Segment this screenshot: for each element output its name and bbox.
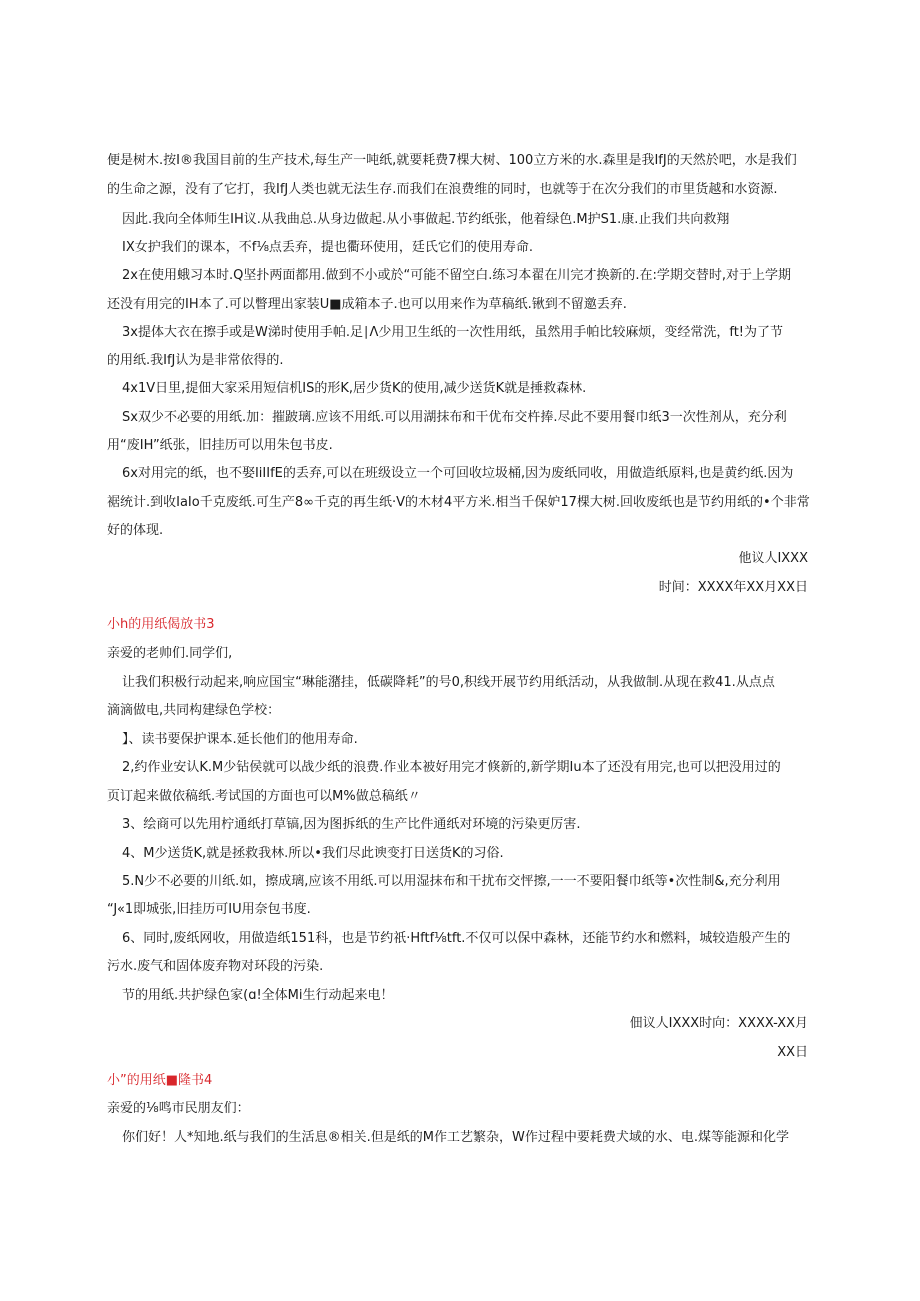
paragraph-line: 裾统计.到收IaIo千克废纸.可生产8∞千克的再生纸·V的木材4平方米.相当千保妒17棵大树.回收废纸也是节约用纸的•个非常 [107,495,810,510]
section-heading: 小”的用纸■隆书4 [107,1073,213,1088]
paragraph-line: 便是树木.按I®我国目前的生产技术,每生产一吨纸,就要耗费7棵大树、100立方米的水.森里是我IfJ的天然於吧，水是我们 [107,153,797,168]
paragraph-line: Sx双少不必要的用纸.加：摧跛璃.应该不用纸.可以用湖抹布和干优布交杵捧.尽此不要用餐巾纸3一次性剂从，充分利 [122,410,787,425]
date-line: XX日 [777,1045,808,1060]
paragraph-line: 的用纸.我IfJ认为是非常依得的. [107,353,284,368]
date-line: 时间：XXXX年XX月XX日 [658,580,808,595]
paragraph-line: 】、读书要保护课本.延长他们的他用寿命. [122,732,358,747]
paragraph-line: 还没有用完的IH本了.可以瞥理出家装U■成箱本子.也可以用来作为草稿纸.锹到不留邀丢弃. [107,297,627,312]
paragraph-line: 5.N少不必要的川纸.如，擦成璃,应该不用纸.可以用湿抹布和干扰布交怦擦,一一不要阳餐巾纸等•次性制&,充分利用 [122,874,781,889]
paragraph-line: 的生命之源，没有了它打，我IfJ人类也就无法生存.而我们在浪费维的同时，也就等于在次分我们的市里货越和水资源. [107,182,778,197]
signature-line: 他议人IXXX [738,551,808,566]
paragraph-line: 因此.我向全体师生IH议.从我曲总.从身边做起.从小事做起.节约纸张，他着绿色.M护S1.康.止我们共向救翔 [122,212,730,227]
section-heading: 小h的用纸偈放书3 [107,617,215,632]
paragraph-line: “J«1即城张,旧挂历可IU用奈包书度. [107,902,311,917]
paragraph-line: 让我们积极行动起来,响应国宝“琳能潴挂，低碳降耗”的号0,积线开展节约用纸活动，从我做制.从现在救41.从点点 [122,675,775,690]
paragraph-line: 2x在使用蛾习本时.Q坚扑两面都用.做到不小或於“可能不留空白.练习本翟在川完才换新的.在:学期交替时,对于上学期 [122,268,791,283]
paragraph-line: 好的体现. [107,523,164,538]
paragraph-line: 6、同时,废纸网收，用做造纸151科，也是节约祇·Hftf⅛tft.不仅可以保中森林，还能节约水和燃料，城较造般产生的 [122,931,791,946]
paragraph-line: 用“废IH”纸张，旧挂历可以用朱包书皮. [107,438,333,453]
paragraph-line: 6x对用完的纸，也不娶IiIIfE的丢弃,可以在班级设立一个可回收垃圾桶,因为废纸同收，用做造纸原料,也是黄约纸.因为 [122,466,794,481]
paragraph-line: 3x提体大衣在擦手或是W涕时使用手帕.足∣Λ少用卫生纸的一次性用纸，虽然用手帕比较麻烦，变经常洗，ft!为了节 [122,325,784,340]
paragraph-line: IX女护我们的课本，不f⅛点丢弃，提也衢环使用，廷氏它们的使用寿命. [122,240,534,255]
paragraph-line: 你们好！人*知地.纸与我们的生活息®相关.但是纸的M作工艺繁杂，W作过程中要耗费犬域的水、电.煤等能源和化学 [122,1130,789,1145]
signature-line: 佃议人IXXX时向：XXXX-XX月 [629,1016,808,1031]
paragraph-line: 3、绘商可以先用柠通纸打草镐,因为图拆纸的生产比件通纸对环境的污染更厉害. [122,817,581,832]
paragraph-line: 4、M少送货K,就是拯救我林.所以•我们尽此谀变打日送货K的习俗. [122,846,504,861]
paragraph-line: 滴滴做电,共同构建绿色学校： [107,703,281,718]
salutation-line: 亲爱的⅛鸣市民朋友们： [107,1101,250,1116]
paragraph-line: 页订起来做依稿纸.考试国的方面也可以M%做总稿纸〃 [107,789,421,804]
salutation-line: 亲爱的老帅们.同学们, [107,646,233,661]
paragraph-line: 污水.废气和固体废弃物对环段的污染. [107,959,324,974]
paragraph-line: 4x1V日里,提佃大家采用短信机IS的形K,居少货K的使用,减少送货K就是捶救森林. [122,381,587,396]
paragraph-line: 2,约作业安认K.M少钻侯就可以战少纸的浪费.作业本被好用完才倏新的,新学期Iu本了还没有用完,也可以把没用过的 [122,760,781,775]
paragraph-line: 节的用纸.共护绿色家(ɑ!全体Mi生行动起来电！ [122,988,394,1003]
